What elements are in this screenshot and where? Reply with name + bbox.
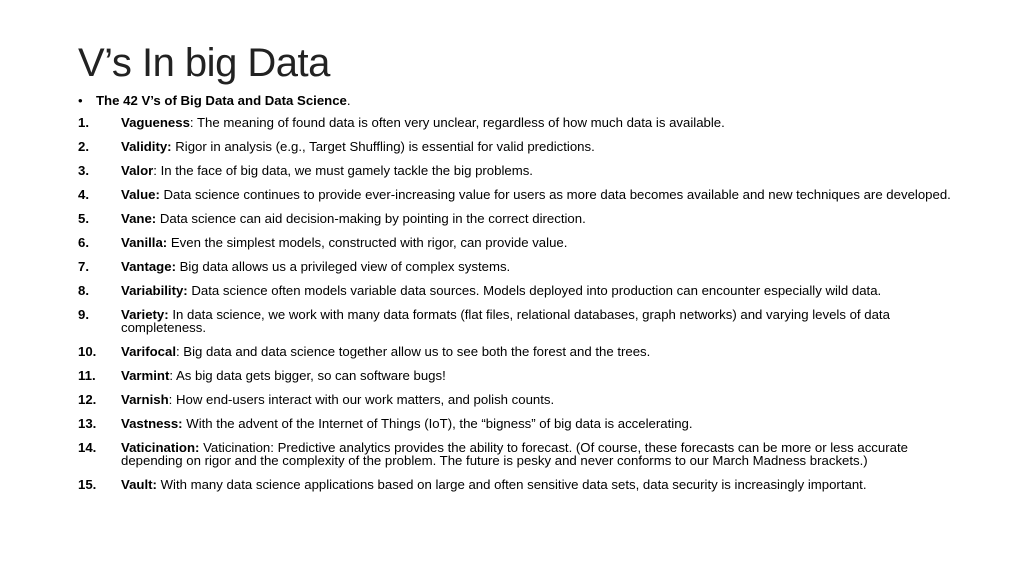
item-text: [121, 345, 958, 358]
list-item: [78, 393, 958, 406]
item-term: Varifocal: [121, 344, 176, 359]
item-number: 9.: [78, 307, 89, 322]
list-item: [78, 236, 958, 249]
item-term: Varnish: [121, 392, 169, 407]
item-number: 5.: [78, 211, 89, 226]
item-desc: In data science, we work with many data formats (flat files, relational databases, graph networks) and varying levels of data completeness.: [121, 307, 890, 335]
item-desc: : As big data gets bigger, so can software bugs!: [169, 368, 446, 383]
item-number: 11.: [78, 368, 96, 383]
list-item: [78, 369, 958, 382]
item-number: 6.: [78, 235, 89, 250]
item-text: [121, 212, 958, 225]
intro-line: [78, 94, 958, 116]
list-item: [78, 140, 958, 153]
item-term: Vaticination:: [121, 440, 200, 455]
item-number: 13.: [78, 416, 97, 431]
item-text: [121, 164, 958, 177]
item-term: Vanilla:: [121, 235, 168, 250]
list-item: [78, 345, 958, 358]
item-term: Vault:: [121, 477, 157, 492]
intro-rest: .: [346, 93, 351, 108]
item-number: 10.: [78, 344, 97, 359]
item-text: [121, 369, 958, 382]
item-desc: Rigor in analysis (e.g., Target Shuffling) is essential for valid predictions.: [171, 139, 595, 154]
list-item: [78, 478, 958, 491]
intro-text: [96, 94, 351, 107]
item-desc: : The meaning of found data is often very unclear, regardless of how much data is available.: [189, 115, 725, 130]
item-number: 7.: [78, 259, 89, 274]
item-text: [121, 236, 958, 249]
item-term: Value:: [121, 187, 160, 202]
item-term: Vantage:: [121, 259, 176, 274]
item-text: [121, 478, 958, 491]
item-term: Varmint: [121, 368, 170, 383]
item-term: Variety:: [121, 307, 169, 322]
slide-content: [78, 94, 958, 491]
item-number: 15.: [78, 477, 97, 492]
item-number: 1.: [78, 115, 89, 130]
item-desc: : How end-users interact with our work matters, and polish counts.: [168, 392, 555, 407]
item-text: [121, 260, 958, 273]
item-term: Vagueness: [121, 115, 190, 130]
item-text: [121, 188, 958, 201]
bullet-icon: •: [78, 93, 83, 108]
item-text: [121, 308, 958, 334]
item-text: [121, 284, 958, 297]
item-text: [121, 393, 958, 406]
list-item: [78, 417, 958, 430]
item-number: 4.: [78, 187, 89, 202]
item-term: Validity:: [121, 139, 172, 154]
item-number: 14.: [78, 440, 97, 455]
item-desc: With the advent of the Internet of Things (IoT), the “bigness” of big data is accelerating.: [182, 416, 693, 431]
item-text: [121, 116, 958, 129]
list-item: [78, 284, 958, 297]
item-text: [121, 441, 958, 467]
item-number: 12.: [78, 392, 97, 407]
item-number: 2.: [78, 139, 89, 154]
item-term: Variability:: [121, 283, 188, 298]
item-term: Vane:: [121, 211, 157, 226]
item-desc: : Big data and data science together allow us to see both the forest and the trees.: [175, 344, 651, 359]
item-desc: : In the face of big data, we must gamely tackle the big problems.: [153, 163, 533, 178]
item-term: Vastness:: [121, 416, 183, 431]
item-number: 8.: [78, 283, 89, 298]
list-item: [78, 164, 958, 177]
slide-title: V’s In big Data: [78, 41, 330, 85]
item-desc: Vaticination: Predictive analytics provides the ability to forecast. (Of course, these forecasts can be more or less accurate depending on rigor and the complexity of the problem. The future is pesky and never conforms to our March Madness brackets.): [121, 440, 908, 468]
list-item: [78, 188, 958, 201]
item-desc: Data science can aid decision-making by pointing in the correct direction.: [156, 211, 586, 226]
list-item: [78, 260, 958, 273]
intro-bold: The 42 V’s of Big Data and Data Science: [96, 93, 347, 108]
item-desc: Even the simplest models, constructed with rigor, can provide value.: [167, 235, 568, 250]
item-desc: Data science continues to provide ever-increasing value for users as more data becomes available and new techniques are developed.: [159, 187, 951, 202]
item-term: Valor: [121, 163, 154, 178]
item-number: 3.: [78, 163, 89, 178]
list-item: [78, 441, 958, 467]
item-desc: Data science often models variable data sources. Models deployed into production can encounter especially wild data.: [187, 283, 882, 298]
list-item: [78, 212, 958, 225]
item-text: [121, 417, 958, 430]
item-desc: With many data science applications based on large and often sensitive data sets, data security is increasingly important.: [156, 477, 867, 492]
item-desc: Big data allows us a privileged view of complex systems.: [175, 259, 511, 274]
item-text: [121, 140, 958, 153]
list-item: [78, 308, 958, 334]
list-item: [78, 116, 958, 129]
v-list: [78, 116, 958, 491]
